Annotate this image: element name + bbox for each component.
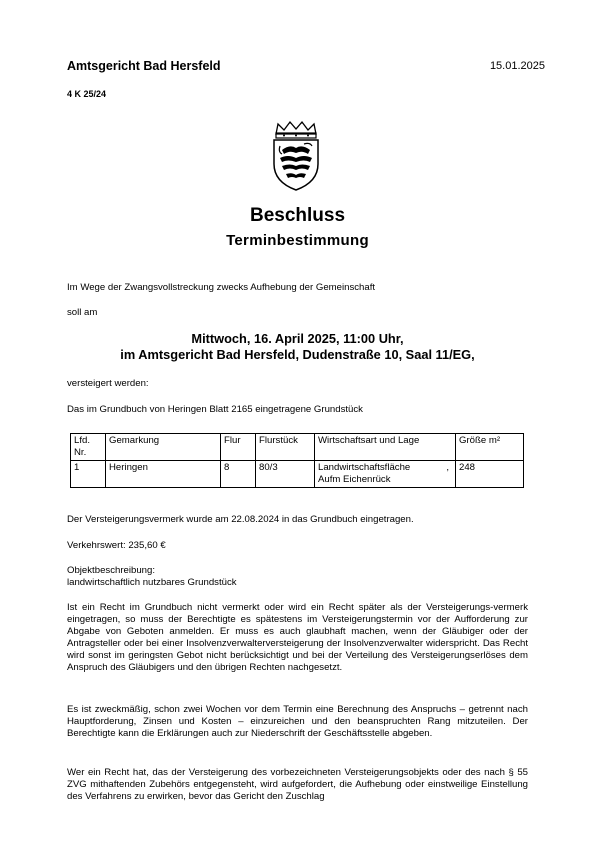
objekt-text: landwirtschaftlich nutzbares Grundstück — [67, 577, 237, 588]
case-number: 4 K 25/24 — [67, 89, 107, 99]
cell-flurstueck: 80/3 — [256, 461, 315, 488]
header-gemarkung: Gemarkung — [106, 434, 221, 461]
court-name: Amtsgericht Bad Hersfeld — [67, 59, 221, 73]
grundbuch-intro: Das im Grundbuch von Heringen Blatt 2165 eingetragene Grundstück — [67, 404, 363, 415]
versteigert-text: versteigert werden: — [67, 378, 149, 389]
cell-lage: Landwirtschaftsfläche , Aufm Eichenrück — [315, 461, 456, 488]
verkehrswert-text: Verkehrswert: 235,60 € — [67, 540, 166, 551]
vermerk-text: Der Versteigerungsvermerk wurde am 22.08.2024 in das Grundbuch eingetragen. — [67, 514, 414, 525]
cell-groesse: 248 — [456, 461, 524, 488]
objekt-label: Objektbeschreibung: — [67, 565, 155, 576]
property-table — [70, 433, 524, 488]
termin-date-line: Mittwoch, 16. April 2025, 11:00 Uhr, — [191, 331, 404, 346]
document-subtitle: Terminbestimmung — [226, 232, 369, 249]
document-date: 15.01.2025 — [489, 60, 545, 72]
header-flurstueck: Flurstück — [256, 434, 315, 461]
header-groesse: Größe m² — [456, 434, 524, 461]
termin-location-line: im Amtsgericht Bad Hersfeld, Dudenstraße 10, Saal 11/EG, — [120, 347, 475, 362]
header-lfd-nr: Lfd. Nr. — [71, 434, 106, 461]
header-lage: Wirtschaftsart und Lage — [315, 434, 456, 461]
cell-flur: 8 — [221, 461, 256, 488]
hessen-lion-crest-icon — [268, 120, 324, 192]
intro-text: Im Wege der Zwangsvollstreckung zwecks Aufhebung der Gemeinschaft — [67, 282, 376, 293]
document-title: Beschluss — [249, 205, 346, 226]
paragraph-berechnung: Es ist zweckmäßig, schon zwei Wochen vor dem Termin eine Berechnung des Anspruchs – getrennt nach Hauptforderung, Zinsen und Kosten – einzureichen und den beanspruchten Rang mitzuteilen. Der Berechtigte kann die Erklärungen auch zur Niederschrift der Geschäftsstelle abgeben. — [67, 704, 528, 739]
header-flur: Flur — [221, 434, 256, 461]
paragraph-gegenrecht: Wer ein Recht hat, das der Versteigerung des vorbezeichneten Versteigerungsobjekts oder des nach § 55 ZVG mithaftenden Zubehörs entgegensteht, wird aufgefordert, die Aufhebung oder einstweilige Einstellung des Verfahrens zu erwirken, bevor das Gericht den Zuschlag — [67, 767, 528, 802]
table-header-row — [71, 434, 524, 461]
paragraph-anmeldung: Ist ein Recht im Grundbuch nicht vermerkt oder wird ein Recht später als der Versteigerungs-vermerk eingetragen, so muss der Berechtigte es spätestens im Versteigerungstermin vor der Aufforderung zur Abgabe von Geboten anmelden. Er muss es auch glaubhaft machen, wenn der Gläubiger oder der Antragsteller oder bei einer Insolvenzverwalterversteigerung der Insolvenzverwalter widerspricht. Das Recht wird sonst im geringsten Gebot nicht berücksichtigt und bei der Verteilung des Versteigerungserlöses dem Anspruch des Gläubigers und den übrigen Rechten nachgesetzt. — [67, 602, 528, 673]
soll-am-text: soll am — [67, 307, 98, 318]
objektbeschreibung — [67, 565, 237, 589]
cell-gemarkung: Heringen — [106, 461, 221, 488]
table-row — [71, 461, 524, 488]
cell-nr: 1 — [71, 461, 106, 488]
termin-block — [0, 331, 595, 363]
